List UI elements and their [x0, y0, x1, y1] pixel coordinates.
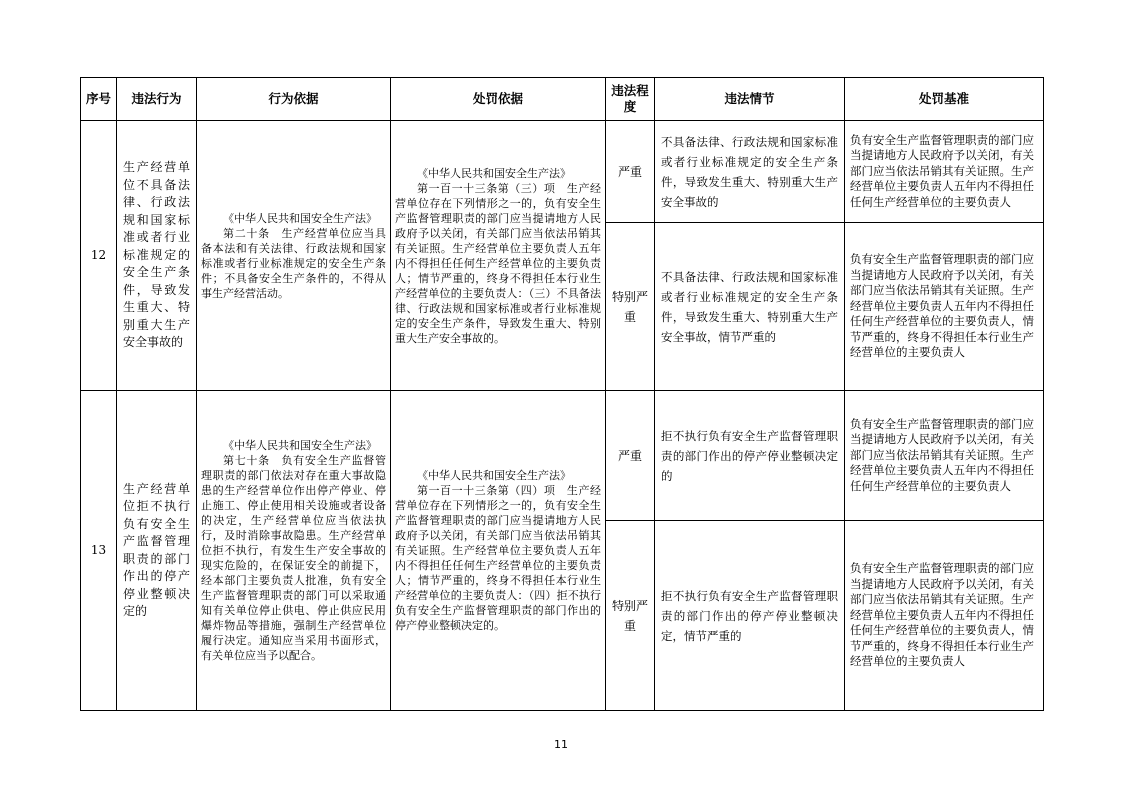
degree-cell: 严重 — [606, 121, 655, 223]
header-penalty-basis: 处罚依据 — [391, 78, 606, 121]
standard-cell: 负有安全生产监督管理职责的部门应当提请地方人民政府予以关闭，有关部门应当依法吊销其有关证照。生产经营单位主要负责人五年内不得担任任何生产经营单位的主要负责人 — [845, 121, 1044, 223]
header-no: 序号 — [81, 78, 117, 121]
header-row — [81, 78, 1044, 121]
penalty-basis-cell — [391, 391, 606, 711]
penalty-law-name: 《中华人民共和国安全生产法》 — [417, 166, 571, 180]
penalty-law-name: 《中华人民共和国安全生产法》 — [417, 469, 571, 482]
basis-text: 第二十条 生产经营单位应当具备本法和有关法律、行政法规和国家标准或者行业标准规定的安全生产条件；不具备安全生产条件的，不得从事生产经营活动。 — [201, 226, 386, 300]
header-standard: 处罚基准 — [845, 78, 1044, 121]
standard-cell: 负有安全生产监督管理职责的部门应当提请地方人民政府予以关闭，有关部门应当依法吊销其有关证照。生产经营单位主要负责人五年内不得担任任何生产经营单位的主要负责人 — [845, 391, 1044, 521]
situation-cell: 不具备法律、行政法规和国家标准或者行业标准规定的安全生产条件，导致发生重大、特别重大生产安全事故，情节严重的 — [655, 223, 845, 391]
basis-law-name: 《中华人民共和国安全生产法》 — [223, 439, 377, 452]
penalty-standard-table — [80, 77, 1044, 711]
penalty-basis-cell — [391, 121, 606, 391]
situation-cell: 拒不执行负有安全生产监督管理职责的部门作出的停产停业整顿决定的 — [655, 391, 845, 521]
situation-cell: 拒不执行负有安全生产监督管理职责的部门作出的停产停业整顿决定，情节严重的 — [655, 521, 845, 711]
row-number: 13 — [81, 391, 117, 711]
basis-cell — [197, 121, 391, 391]
row-number: 12 — [81, 121, 117, 391]
behavior-cell: 生产经营单位拒不执行负有安全生产监督管理职责的部门作出的停产停业整顿决定的 — [117, 391, 197, 711]
table-row — [81, 391, 1044, 521]
basis-text: 第七十条 负有安全生产监督管理职责的部门依法对存在重大事故隐患的生产经营单位作出停产停业、停止施工、停止使用相关设施或者设备的决定，生产经营单位应当依法执行，及时消除事故隐患。生产经营单位拒不执行，有发生生产安全事故的现实危险的，在保证安全的前提下，经本部门主要负责人批准，负有安全生产监督管理职责的部门可以采取通知有关单位停止供电、停止供应民用爆炸物品等措施，强制生产经营单位履行决定。通知应当采用书面形式，有关单位应当予以配合。 — [201, 454, 386, 662]
header-degree: 违法程度 — [606, 78, 655, 121]
behavior-cell: 生产经营单位不具备法律、行政法规和国家标准或者行业标准规定的安全生产条件，导致发生重大、特别重大生产安全事故的 — [117, 121, 197, 391]
degree-cell: 特别严重 — [606, 223, 655, 391]
penalty-text: 第一百一十三条第（三）项 生产经营单位存在下列情形之一的，负有安全生产监督管理职责的部门应当提请地方人民政府予以关闭，有关部门应当依法吊销其有关证照。生产经营单位主要负责人五年内不得担任任何生产经营单位的主要负责人；情节严重的，终身不得担任本行业生产经营单位的主要负责人：（三）不具备法律、行政法规和国家标准或者行业标准规定的安全生产条件，导致发生重大、特别重大生产安全事故的。 — [395, 181, 601, 345]
header-behavior: 违法行为 — [117, 78, 197, 121]
standard-cell: 负有安全生产监督管理职责的部门应当提请地方人民政府予以关闭，有关部门应当依法吊销其有关证照。生产经营单位主要负责人五年内不得担任任何生产经营单位的主要负责人，情节严重的，终身不得担任本行业生产经营单位的主要负责人 — [845, 521, 1044, 711]
basis-cell — [197, 391, 391, 711]
table-row — [81, 121, 1044, 223]
degree-cell: 特别严重 — [606, 521, 655, 711]
header-situation: 违法情节 — [655, 78, 845, 121]
degree-cell: 严重 — [606, 391, 655, 521]
standard-cell: 负有安全生产监督管理职责的部门应当提请地方人民政府予以关闭，有关部门应当依法吊销其有关证照。生产经营单位主要负责人五年内不得担任任何生产经营单位的主要负责人，情节严重的，终身不得担任本行业生产经营单位的主要负责人 — [845, 223, 1044, 391]
page-number: 11 — [554, 738, 568, 751]
situation-cell: 不具备法律、行政法规和国家标准或者行业标准规定的安全生产条件，导致发生重大、特别重大生产安全事故的 — [655, 121, 845, 223]
penalty-text: 第一百一十三条第（四）项 生产经营单位存在下列情形之一的，负有安全生产监督管理职责的部门应当提请地方人民政府予以关闭，有关部门应当依法吊销其有关证照。生产经营单位主要负责人五年内不得担任任何生产经营单位的主要负责人；情节严重的，终身不得担任本行业生产经营单位的主要负责人：（四）拒不执行负有安全生产监督管理职责的部门作出的停产停业整顿决定的。 — [395, 484, 601, 632]
basis-law-name: 《中华人民共和国安全生产法》 — [223, 211, 377, 225]
header-basis: 行为依据 — [197, 78, 391, 121]
